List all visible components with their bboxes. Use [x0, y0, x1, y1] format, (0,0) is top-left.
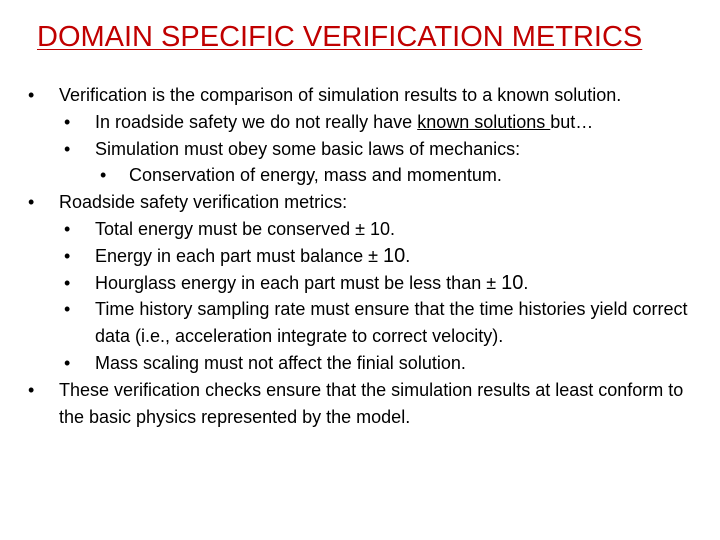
underlined-phrase: known solutions — [417, 111, 551, 132]
bullet-text-start: Hourglass energy in each part must be less than ± — [95, 272, 502, 293]
bullet-icon: • — [64, 245, 71, 266]
bullet-icon: • — [64, 138, 71, 159]
bullet-text-end: . — [523, 272, 529, 293]
bullet-text: Total energy must be conserved ± 10. — [95, 218, 396, 239]
bullet-list — [28, 82, 688, 430]
bullet-icon: • — [100, 165, 107, 186]
bullet-icon: • — [64, 218, 71, 239]
bullet-text-start: In roadside safety we do not really have — [95, 111, 418, 132]
tolerance-value: 10 — [501, 271, 524, 294]
bullet-verification-definition — [28, 82, 688, 109]
bullet-text-end: . — [405, 245, 411, 266]
bullet-sampling-rate — [28, 296, 688, 350]
tolerance-value: 10 — [383, 244, 406, 267]
bullet-conservation — [28, 162, 688, 189]
bullet-icon: • — [28, 192, 35, 213]
bullet-mass-scaling — [28, 350, 688, 377]
bullet-icon: • — [64, 299, 71, 320]
bullet-text-start: Energy in each part must balance ± — [95, 245, 384, 266]
bullet-text-end: but… — [550, 111, 594, 132]
bullet-icon: • — [64, 272, 71, 293]
bullet-hourglass-energy — [28, 270, 688, 297]
bullet-laws-of-mechanics — [28, 136, 688, 163]
bullet-icon: • — [28, 379, 35, 400]
bullet-icon: • — [28, 85, 35, 105]
bullet-text: Verification is the comparison of simulation results to a known solution. — [59, 85, 622, 105]
bullet-icon: • — [64, 111, 71, 132]
bullet-verification-checks — [28, 377, 688, 431]
bullet-no-known-solutions — [28, 109, 688, 136]
bullet-text: Time history sampling rate must ensure that the time histories yield correct data (i.e., acceleration integrate to correct velocity). — [95, 299, 688, 347]
bullet-text: Mass scaling must not affect the finial solution. — [95, 352, 466, 373]
bullet-text: These verification checks ensure that the simulation results at least conform to the basic physics represented by the model. — [59, 379, 684, 427]
bullet-text: Simulation must obey some basic laws of mechanics: — [95, 138, 521, 159]
bullet-part-energy-balance — [28, 243, 688, 270]
bullet-total-energy — [28, 216, 688, 243]
bullet-icon: • — [64, 352, 71, 373]
bullet-text: Roadside safety verification metrics: — [59, 192, 348, 213]
bullet-verification-metrics — [28, 189, 688, 216]
bullet-text: Conservation of energy, mass and momentum. — [129, 165, 502, 186]
slide-title: DOMAIN SPECIFIC VERIFICATION METRICS — [37, 21, 643, 53]
